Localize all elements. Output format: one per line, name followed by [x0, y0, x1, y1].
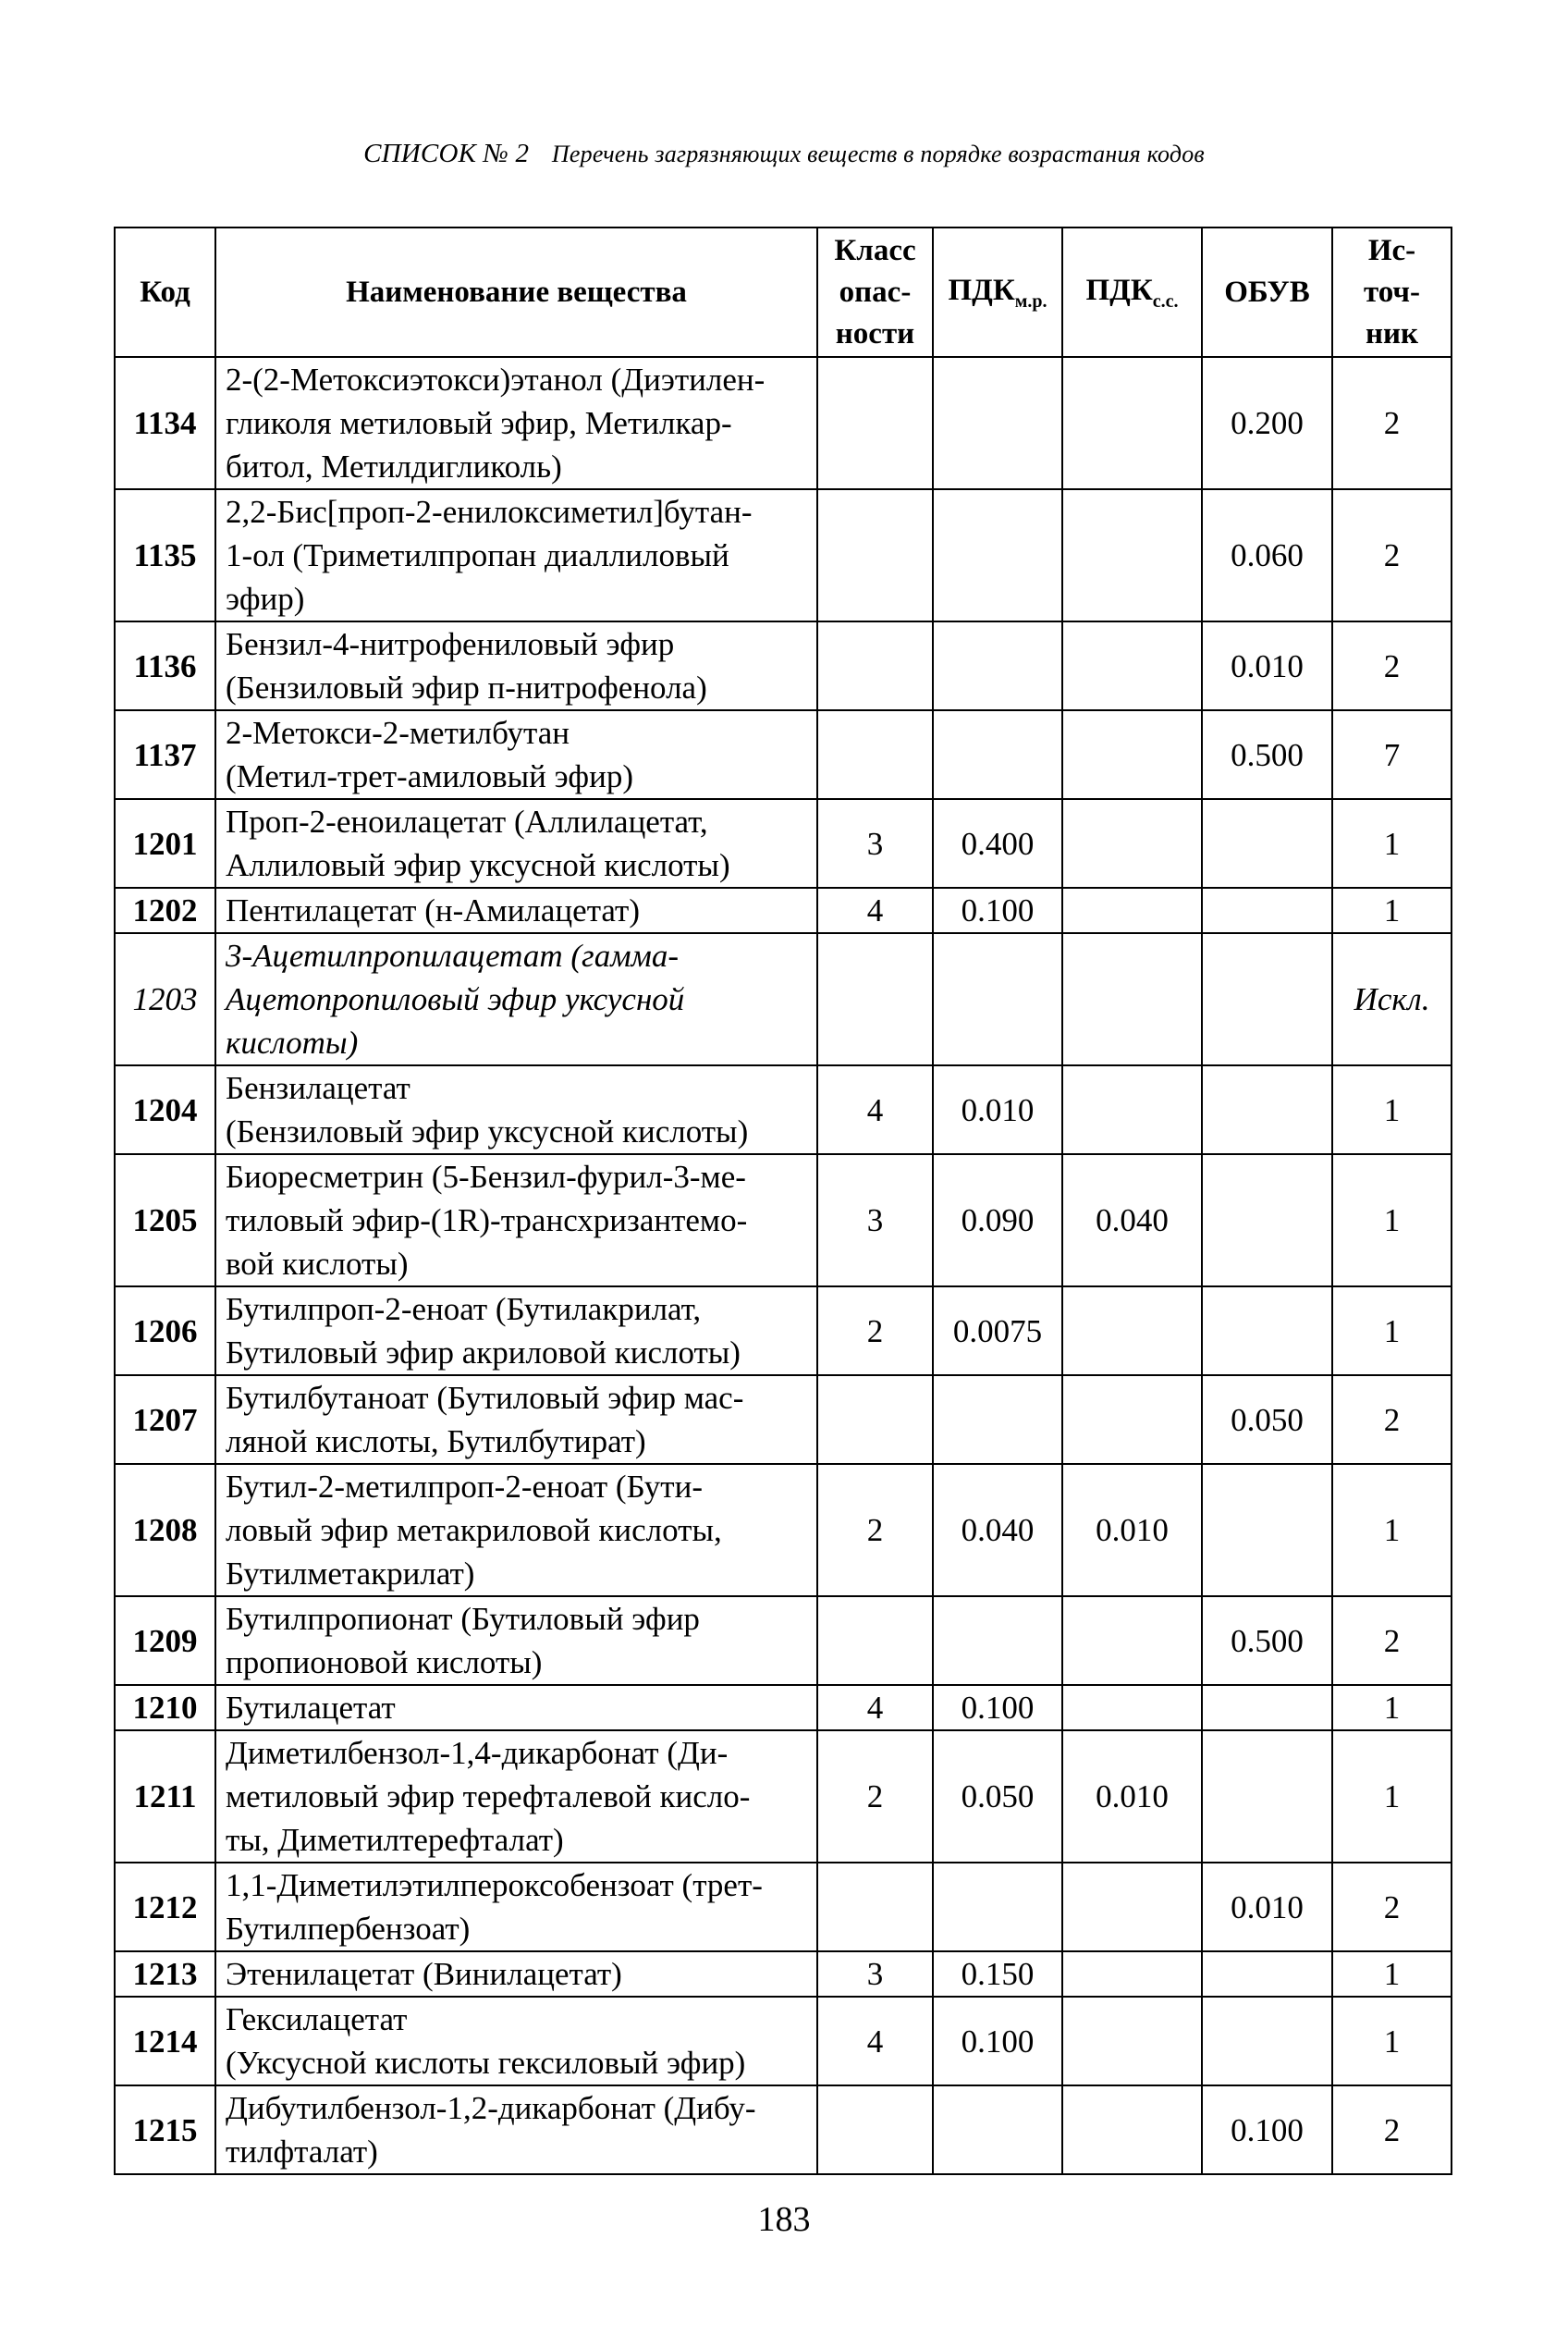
source-header-line: ник — [1365, 316, 1419, 351]
source-cell: 2 — [1332, 1863, 1452, 1951]
substance-code: 1214 — [115, 1997, 215, 2085]
table-body — [115, 357, 1452, 2174]
pdk-ss-cell — [1062, 357, 1202, 489]
col-source-header — [1332, 228, 1452, 357]
substance-name-line: Бутиловый эфир акриловой кислоты) — [226, 1334, 741, 1371]
pdk-mr-cell: 0.100 — [933, 1685, 1062, 1730]
list-title: Перечень загрязняющих веществ в порядке возрастания кодов — [551, 141, 1205, 167]
pdk-ss-label: ПДК — [1085, 273, 1153, 307]
substance-name-line: тилфталат) — [226, 2134, 378, 2170]
pdk-mr-cell — [933, 933, 1062, 1065]
substance-name-line: Бутилбутаноат (Бутиловый эфир мас- — [226, 1380, 744, 1416]
substance-code: 1210 — [115, 1685, 215, 1730]
substance-code: 1215 — [115, 2085, 215, 2174]
substance-code: 1135 — [115, 489, 215, 621]
hazard-class-cell — [817, 621, 933, 710]
hazard-class-header-line: Класс — [834, 233, 916, 267]
substance-name-line: 3-Ацетилпропилацетат (гамма- — [226, 938, 680, 974]
substance-name-line: (Уксусной кислоты гексиловый эфир) — [226, 2045, 746, 2081]
obuv-cell: 0.060 — [1202, 489, 1332, 621]
hazard-class-cell: 4 — [817, 1685, 933, 1730]
source-cell: 1 — [1332, 1464, 1452, 1596]
table-row — [115, 1685, 1452, 1730]
table-row — [115, 357, 1452, 489]
col-pdk-ss-header — [1062, 228, 1202, 357]
obuv-cell: 0.010 — [1202, 621, 1332, 710]
substance-code: 1204 — [115, 1065, 215, 1154]
substance-name-line: ты, Диметилтерефталат) — [226, 1822, 564, 1858]
substance-name-line: Этенилацетат (Винилацетат) — [226, 1956, 622, 1992]
hazard-class-cell: 4 — [817, 1065, 933, 1154]
pdk-mr-cell — [933, 1596, 1062, 1685]
substance-name-line: Пентилацетат (н-Амилацетат) — [226, 892, 640, 929]
obuv-cell: 0.500 — [1202, 1596, 1332, 1685]
substance-code: 1212 — [115, 1863, 215, 1951]
source-cell: 2 — [1332, 1596, 1452, 1685]
substance-name — [215, 799, 817, 888]
pdk-ss-cell: 0.010 — [1062, 1464, 1202, 1596]
substance-name-line: Дибутилбензол-1,2-дикарбонат (Дибу- — [226, 2090, 756, 2126]
source-header-line: Ис- — [1367, 233, 1416, 267]
substance-name-line: Бутилпербензоат) — [226, 1911, 471, 1947]
pdk-mr-cell: 0.400 — [933, 799, 1062, 888]
pdk-ss-cell — [1062, 621, 1202, 710]
list-number: СПИСОК № 2 — [363, 139, 530, 168]
hazard-class-cell — [817, 2085, 933, 2174]
substance-code: 1137 — [115, 710, 215, 799]
pdk-ss-cell — [1062, 1685, 1202, 1730]
substance-name-line: гликоля метиловый эфир, Метилкар- — [226, 405, 732, 441]
substance-name-line: Бутилпропионат (Бутиловый эфир — [226, 1601, 700, 1637]
table-row — [115, 1730, 1452, 1863]
hazard-class-cell — [817, 1863, 933, 1951]
page-number: 183 — [757, 2200, 811, 2239]
hazard-class-cell: 3 — [817, 1951, 933, 1997]
pdk-ss-cell — [1062, 1951, 1202, 1997]
substance-code: 1213 — [115, 1951, 215, 1997]
substance-name-line: 2-(2-Метоксиэтокси)этанол (Диэтилен- — [226, 362, 766, 398]
pdk-mr-label: ПДК — [948, 273, 1015, 307]
pdk-mr-cell: 0.0075 — [933, 1286, 1062, 1375]
pdk-ss-cell — [1062, 1596, 1202, 1685]
source-cell: 1 — [1332, 1685, 1452, 1730]
obuv-cell — [1202, 933, 1332, 1065]
substances-table — [114, 227, 1452, 2175]
hazard-class-cell: 2 — [817, 1286, 933, 1375]
substance-name-line: Биоресметрин (5-Бензил-фурил-3-ме- — [226, 1159, 746, 1195]
substance-code: 1205 — [115, 1154, 215, 1286]
pdk-ss-cell — [1062, 1375, 1202, 1464]
substance-name — [215, 1596, 817, 1685]
col-code-header: Код — [115, 228, 215, 357]
col-pdk-mr-header — [933, 228, 1062, 357]
table-row — [115, 1863, 1452, 1951]
substance-name-line: Бутилпроп-2-еноат (Бутилакрилат, — [226, 1291, 702, 1327]
substance-name-line: пропионовой кислоты) — [226, 1644, 543, 1680]
table-row — [115, 933, 1452, 1065]
obuv-cell — [1202, 1154, 1332, 1286]
pdk-mr-cell — [933, 1375, 1062, 1464]
obuv-cell — [1202, 1286, 1332, 1375]
hazard-class-cell — [817, 1596, 933, 1685]
col-name-header: Наименование вещества — [215, 228, 817, 357]
substance-name — [215, 1685, 817, 1730]
substance-name-line: метиловый эфир терефталевой кисло- — [226, 1778, 751, 1814]
obuv-cell: 0.500 — [1202, 710, 1332, 799]
substance-name-line: Гексилацетат — [226, 2001, 408, 2037]
obuv-cell — [1202, 799, 1332, 888]
source-cell: 2 — [1332, 357, 1452, 489]
substance-name-line: 1-ол (Триметилпропан диаллиловый — [226, 537, 729, 573]
obuv-cell — [1202, 1464, 1332, 1596]
substance-name — [215, 621, 817, 710]
substance-name — [215, 710, 817, 799]
table-header-row — [115, 228, 1452, 357]
pdk-ss-cell — [1062, 1286, 1202, 1375]
table-row — [115, 1065, 1452, 1154]
substance-name — [215, 489, 817, 621]
obuv-cell — [1202, 888, 1332, 933]
source-cell: 2 — [1332, 2085, 1452, 2174]
pdk-ss-cell — [1062, 1997, 1202, 2085]
substance-code: 1136 — [115, 621, 215, 710]
col-hazard-class-header — [817, 228, 933, 357]
pdk-mr-cell: 0.150 — [933, 1951, 1062, 1997]
source-cell: 7 — [1332, 710, 1452, 799]
substance-name — [215, 1951, 817, 1997]
table-row — [115, 710, 1452, 799]
substance-name-line: тиловый эфир-(1R)-трансхризантемо- — [226, 1202, 748, 1238]
pdk-mr-cell: 0.050 — [933, 1730, 1062, 1863]
substance-name-line: ляной кислоты, Бутилбутират) — [226, 1423, 646, 1459]
substance-name-line: кислоты) — [226, 1025, 359, 1061]
obuv-cell: 0.050 — [1202, 1375, 1332, 1464]
obuv-cell: 0.100 — [1202, 2085, 1332, 2174]
hazard-class-cell — [817, 933, 933, 1065]
substance-code: 1211 — [115, 1730, 215, 1863]
hazard-class-cell — [817, 710, 933, 799]
hazard-class-cell — [817, 489, 933, 621]
substance-name-line: (Метил-трет-амиловый эфир) — [226, 758, 633, 794]
source-cell: 2 — [1332, 1375, 1452, 1464]
table-row — [115, 621, 1452, 710]
substance-name-line: вой кислоты) — [226, 1246, 409, 1282]
substance-name — [215, 1154, 817, 1286]
pdk-mr-cell: 0.100 — [933, 888, 1062, 933]
table-row — [115, 1154, 1452, 1286]
source-cell: 1 — [1332, 799, 1452, 888]
obuv-cell — [1202, 1685, 1332, 1730]
pdk-mr-cell — [933, 1863, 1062, 1951]
obuv-cell: 0.200 — [1202, 357, 1332, 489]
hazard-class-cell: 3 — [817, 1154, 933, 1286]
source-cell: 1 — [1332, 1154, 1452, 1286]
pdk-mr-cell — [933, 2085, 1062, 2174]
substance-name-line: битол, Метилдигликоль) — [226, 449, 562, 485]
table-row — [115, 1951, 1452, 1997]
substance-code: 1208 — [115, 1464, 215, 1596]
obuv-cell — [1202, 1951, 1332, 1997]
table-row — [115, 489, 1452, 621]
substance-name-line: Бензилацетат — [226, 1070, 410, 1106]
hazard-class-header-line: ности — [835, 316, 915, 351]
hazard-class-cell — [817, 357, 933, 489]
substance-name-line: Бутилацетат — [226, 1690, 396, 1726]
substance-name — [215, 1997, 817, 2085]
table-row — [115, 1997, 1452, 2085]
source-cell: 2 — [1332, 621, 1452, 710]
substance-name — [215, 1863, 817, 1951]
hazard-class-cell: 4 — [817, 888, 933, 933]
col-obuv-header: ОБУВ — [1202, 228, 1332, 357]
obuv-cell — [1202, 1065, 1332, 1154]
substance-code: 1203 — [115, 933, 215, 1065]
pdk-ss-cell — [1062, 933, 1202, 1065]
substance-name-line: Ацетопропиловый эфир уксусной — [226, 981, 685, 1017]
pdk-ss-subscript: с.с. — [1152, 290, 1179, 312]
pdk-mr-cell — [933, 357, 1062, 489]
source-cell: 1 — [1332, 888, 1452, 933]
substance-name-line: Бутилметакрилат) — [226, 1556, 475, 1592]
table-row — [115, 2085, 1452, 2174]
pdk-ss-cell — [1062, 489, 1202, 621]
pdk-mr-cell — [933, 710, 1062, 799]
substance-name-line: Бутил-2-метилпроп-2-еноат (Бути- — [226, 1469, 703, 1505]
substance-code: 1207 — [115, 1375, 215, 1464]
substance-code: 1206 — [115, 1286, 215, 1375]
substance-name-line: (Бензиловый эфир п-нитрофенола) — [226, 670, 707, 706]
source-cell: Искл. — [1332, 933, 1452, 1065]
substance-name-line: эфир) — [226, 581, 305, 617]
source-header-line: точ- — [1363, 275, 1421, 309]
pdk-mr-cell: 0.100 — [933, 1997, 1062, 2085]
substance-name-line: 1,1-Диметилэтилпероксобензоат (трет- — [226, 1867, 763, 1903]
substance-name — [215, 933, 817, 1065]
substance-name-line: 2,2-Бис[проп-2-енилоксиметил]бутан- — [226, 494, 753, 530]
substance-code: 1201 — [115, 799, 215, 888]
substance-name — [215, 357, 817, 489]
substance-code: 1209 — [115, 1596, 215, 1685]
pdk-ss-cell — [1062, 1065, 1202, 1154]
source-cell: 1 — [1332, 1997, 1452, 2085]
pdk-mr-cell: 0.090 — [933, 1154, 1062, 1286]
pdk-mr-cell — [933, 489, 1062, 621]
pdk-mr-cell — [933, 621, 1062, 710]
substance-code: 1134 — [115, 357, 215, 489]
hazard-class-header-line: опас- — [839, 275, 912, 309]
table-row — [115, 1286, 1452, 1375]
source-cell: 1 — [1332, 1951, 1452, 1997]
source-cell: 2 — [1332, 489, 1452, 621]
substance-code: 1202 — [115, 888, 215, 933]
table-row — [115, 1375, 1452, 1464]
substance-name — [215, 1286, 817, 1375]
source-cell: 1 — [1332, 1730, 1452, 1863]
substance-name — [215, 1065, 817, 1154]
obuv-cell: 0.010 — [1202, 1863, 1332, 1951]
source-cell: 1 — [1332, 1065, 1452, 1154]
table-row — [115, 888, 1452, 933]
pdk-ss-cell — [1062, 799, 1202, 888]
pdk-ss-cell — [1062, 710, 1202, 799]
substance-name-line: ловый эфир метакриловой кислоты, — [226, 1512, 722, 1548]
substance-name-line: 2-Метокси-2-метилбутан — [226, 715, 570, 751]
table-row — [115, 1464, 1452, 1596]
substance-name — [215, 1375, 817, 1464]
hazard-class-cell: 2 — [817, 1464, 933, 1596]
pdk-ss-cell: 0.010 — [1062, 1730, 1202, 1863]
substance-name — [215, 1464, 817, 1596]
substance-name-line: Диметилбензол-1,4-дикарбонат (Ди- — [226, 1735, 729, 1771]
pdk-ss-cell — [1062, 2085, 1202, 2174]
obuv-cell — [1202, 1730, 1332, 1863]
hazard-class-cell: 3 — [817, 799, 933, 888]
pdk-mr-subscript: м.р. — [1014, 290, 1047, 312]
hazard-class-cell: 4 — [817, 1997, 933, 2085]
substance-name-line: Проп-2-еноилацетат (Аллилацетат, — [226, 804, 708, 840]
page-header — [0, 139, 1568, 169]
substance-name-line: Аллиловый эфир уксусной кислоты) — [226, 847, 730, 883]
substance-name — [215, 2085, 817, 2174]
substance-name-line: Бензил-4-нитрофениловый эфир — [226, 626, 675, 662]
source-cell: 1 — [1332, 1286, 1452, 1375]
substance-name-line: (Бензиловый эфир уксусной кислоты) — [226, 1113, 749, 1150]
table-row — [115, 799, 1452, 888]
pdk-ss-cell: 0.040 — [1062, 1154, 1202, 1286]
substance-name — [215, 888, 817, 933]
table-row — [115, 1596, 1452, 1685]
hazard-class-cell: 2 — [817, 1730, 933, 1863]
pdk-mr-cell: 0.010 — [933, 1065, 1062, 1154]
obuv-cell — [1202, 1997, 1332, 2085]
pdk-ss-cell — [1062, 888, 1202, 933]
substance-name — [215, 1730, 817, 1863]
pdk-ss-cell — [1062, 1863, 1202, 1951]
hazard-class-cell — [817, 1375, 933, 1464]
pdk-mr-cell: 0.040 — [933, 1464, 1062, 1596]
